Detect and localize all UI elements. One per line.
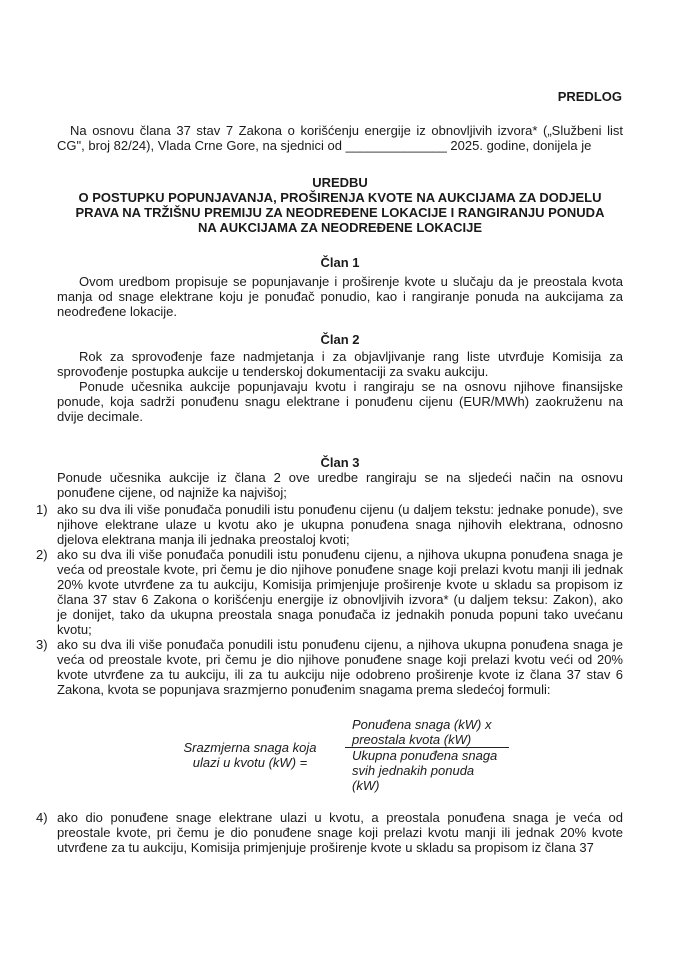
text-line: CG", broj 82/24), Vlada Crne Gore, na sjednici od ______________ 2025. godine, donijela je <box>57 138 592 153</box>
list-number: 4) <box>36 810 48 825</box>
text-line: Ponuđena snaga (kW) x <box>352 717 492 732</box>
text-line: UREDBU <box>312 175 368 190</box>
list-number: 1) <box>36 502 48 517</box>
article-2-paragraph-2 <box>57 379 623 424</box>
text-line: preostala kvota (kW) <box>352 732 472 747</box>
text-line: ako dio ponuđene snage elektrane ulazi u kvotu, a preostala ponuđena snaga je veća od <box>57 810 623 825</box>
intro-paragraph <box>57 123 623 153</box>
text-line: kvotu; <box>57 622 92 637</box>
text-line: Na osnovu člana 37 stav 7 Zakona o korišćenju energije iz obnovljivih izvora* („Službeni list <box>70 123 623 138</box>
text-line: O POSTUPKU POPUNJAVANJA, PROŠIRENJA KVOTE NA AUKCIJAMA ZA DODJELU <box>78 190 602 205</box>
text-line: Srazmjerna snaga koja <box>183 740 317 755</box>
text-line: Zakona, kvota se popunjava srazmjerno ponuđenim snagama prema sledećoj formuli: <box>57 682 551 697</box>
article-3-intro <box>57 470 623 500</box>
text-line: neodređene lokacije. <box>57 304 177 319</box>
text-line: (kW) <box>352 778 380 793</box>
article-2-paragraph-1 <box>57 349 623 379</box>
text-line: svih jednakih ponuda <box>352 763 475 778</box>
text-line: djelova elektrana manja ili jednaka preostaloj kvoti; <box>57 532 350 547</box>
text-line: utvrđene za tu aukciju, Komisija primjenjuje proširenje kvote u skladu sa propisom iz člana 37 <box>57 840 594 855</box>
text-line: ponuđene cijene, od najniže ka najvišoj; <box>57 485 287 500</box>
article-1-text <box>57 274 623 319</box>
text-line: dvije decimale. <box>57 409 143 424</box>
text-line: PRAVA NA TRŽIŠNU PREMIJU ZA NEODREĐENE LOKACIJE I RANGIRANJU PONUDA <box>75 205 605 220</box>
text-line: sprovođenje postupka aukcije u tenderskoj dokumentaciji za svaku aukciju. <box>57 364 489 379</box>
article-2-heading: Član 2 <box>320 332 360 347</box>
text-line: Ponude učesnika aukcije iz člana 2 ove uredbe rangiraju se na sljedeći način na osnovu <box>57 470 623 485</box>
text-line: ako su dva ili više ponuđača ponudili istu ponuđenu cijenu, a njihova ukupna ponuđena snaga je <box>57 637 623 652</box>
text-line: Rok za sprovođenje faze nadmjetanja i za objavljivanje rang liste utvrđuje Komisija za <box>79 349 623 364</box>
text-line: je donijet, tako da ukupna preostala snaga ponuđača iz jednakih ponuda popuni tako uvećanu <box>57 607 623 622</box>
text-line: veća od preostale kvote, pri čemu je dio njihove ponuđene snage koji prelazi kvotu veći od 20% <box>57 652 623 667</box>
text-line: njihove elektrane ulaze u kvotu ako je ukupna ponuđena snaga njihovih elektrana, odnosno <box>57 517 623 532</box>
article-3-heading: Član 3 <box>320 455 360 470</box>
text-line: preostale kvote, pri čemu je dio ponuđene snage koji prelazi kvotu manji ili jednak 20% kvote <box>57 825 623 840</box>
list-item-3 <box>36 637 623 697</box>
list-item-4 <box>36 810 623 855</box>
article-1-heading: Član 1 <box>320 255 360 270</box>
proposal-label: PREDLOG <box>557 89 622 104</box>
text-line: ulazi u kvotu (kW) = <box>192 755 308 770</box>
formula-numerator <box>352 717 512 747</box>
text-line: kvote utvrđene za tu aukciju, ili za tu aukciju nije odobreno proširenje kvote iz člana 37 stav 6 <box>57 667 623 682</box>
formula-lhs <box>170 740 330 770</box>
list-item-1 <box>36 502 623 547</box>
text-line: Ponude učesnika aukcije popunjavaju kvotu i rangiraju se na osnovu njihove finansijske <box>79 379 623 394</box>
text-line: člana 37 stav 6 Zakona o korišćenju energije iz obnovljivih izvora* (u daljem teksu: Zakon), ako <box>57 592 623 607</box>
list-number: 3) <box>36 637 48 652</box>
list-number: 2) <box>36 547 48 562</box>
formula-denominator <box>352 748 512 793</box>
text-line: manja od snage elektrane koju je ponuđač ponudio, kao i rangiranje ponuda na aukcijama za <box>57 289 623 304</box>
text-line: ponude, koja sadrži ponuđenu snagu elektrane i ponuđenu cijenu (EUR/MWh) zaokruženu na <box>57 394 623 409</box>
text-line: Ukupna ponuđena snaga <box>352 748 498 763</box>
list-item-2 <box>36 547 623 637</box>
text-line: 20% kvote utvrđene za tu aukciju, Komisija primjenjuje proširenje kvote u skladu sa propisom iz <box>57 577 623 592</box>
text-line: ako su dva ili više ponuđača ponudili istu ponuđenu cijenu (u daljem tekstu: jednake ponude), sve <box>57 502 623 517</box>
document-title <box>40 174 640 234</box>
text-line: ako su dva ili više ponuđača ponudili istu ponuđenu cijenu, a njihova ukupna ponuđena snaga je <box>57 547 623 562</box>
text-line: veća od preostale kvote, pri čemu je dio njihove ponuđene snage koji prelazi kvotu manji ili jednak <box>57 562 623 577</box>
text-line: Ovom uredbom propisuje se popunjavanje i proširenje kvote u slučaju da je preostala kvota <box>79 274 623 289</box>
text-line: NA AUKCIJAMA ZA NEODREĐENE LOKACIJE <box>197 220 483 235</box>
